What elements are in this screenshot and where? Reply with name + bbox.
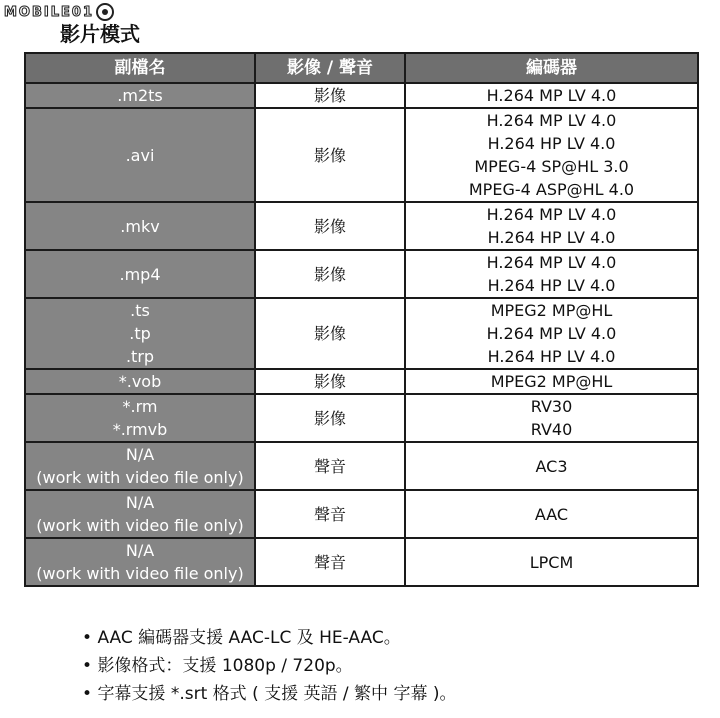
extension-cell <box>25 538 255 586</box>
codec-text: H.264 HP LV 4.0 <box>487 134 616 153</box>
note-item: • 影像格式：支援 1080p / 720p。 <box>82 652 456 680</box>
codec-text: H.264 MP LV 4.0 <box>486 86 617 105</box>
notes-list <box>82 624 456 708</box>
codec-text: RV40 <box>530 420 573 439</box>
extension-cell <box>25 250 255 298</box>
extension-text: N/A <box>125 493 155 512</box>
video-format-table <box>24 52 699 587</box>
note-item: • AAC 編碼器支援 AAC-LC 及 HE-AAC。 <box>82 624 456 652</box>
codec-cell <box>405 369 698 394</box>
extension-text: .trp <box>125 347 155 366</box>
table-row <box>25 298 698 369</box>
type-cell: 影像 <box>255 394 405 442</box>
table-row <box>25 369 698 394</box>
extension-cell <box>25 83 255 108</box>
extension-text: *.vob <box>118 372 162 391</box>
extension-text: .ts <box>130 301 150 320</box>
codec-text: MPEG-4 ASP@HL 4.0 <box>468 180 635 199</box>
extension-cell <box>25 369 255 394</box>
codec-text: H.264 HP LV 4.0 <box>487 347 616 366</box>
table-header-row <box>25 53 698 83</box>
logo-text: MOBILE01 <box>4 4 94 20</box>
type-cell: 影像 <box>255 83 405 108</box>
header-type: 影像 / 聲音 <box>255 53 405 83</box>
extension-text: N/A <box>125 541 155 560</box>
type-cell: 影像 <box>255 108 405 202</box>
codec-cell <box>405 83 698 108</box>
codec-cell <box>405 250 698 298</box>
extension-text: (work with video file only) <box>36 468 244 487</box>
codec-text: H.264 MP LV 4.0 <box>486 253 617 272</box>
codec-text: AAC <box>534 504 569 524</box>
type-cell: 聲音 <box>255 538 405 586</box>
codec-cell <box>405 298 698 369</box>
extension-cell <box>25 394 255 442</box>
extension-text: (work with video file only) <box>36 516 244 535</box>
codec-cell <box>405 394 698 442</box>
codec-text: MPEG2 MP@HL <box>490 301 613 320</box>
type-cell: 影像 <box>255 250 405 298</box>
header-codec: 編碼器 <box>405 53 698 83</box>
codec-text: H.264 MP LV 4.0 <box>486 205 617 224</box>
codec-cell <box>405 202 698 250</box>
codec-text: AC3 <box>535 456 568 476</box>
note-item: • 字幕支援 *.srt 格式 ( 支援 英語 / 繁中 字幕 )。 <box>82 680 456 708</box>
codec-text: H.264 MP LV 4.0 <box>486 324 617 343</box>
codec-text: MPEG2 MP@HL <box>490 372 613 391</box>
type-cell: 聲音 <box>255 490 405 538</box>
table-row <box>25 202 698 250</box>
extension-cell <box>25 490 255 538</box>
type-cell: 影像 <box>255 202 405 250</box>
extension-cell <box>25 442 255 490</box>
extension-text: .mp4 <box>119 264 161 284</box>
table-row <box>25 394 698 442</box>
extension-text: .avi <box>125 145 155 165</box>
codec-text: MPEG-4 SP@HL 3.0 <box>474 157 629 176</box>
extension-cell <box>25 298 255 369</box>
codec-cell <box>405 442 698 490</box>
extension-cell <box>25 108 255 202</box>
codec-cell <box>405 108 698 202</box>
type-cell: 影像 <box>255 369 405 394</box>
extension-text: *.rm <box>122 397 158 416</box>
header-extension: 副檔名 <box>25 53 255 83</box>
table-row <box>25 108 698 202</box>
type-cell: 聲音 <box>255 442 405 490</box>
codec-text: RV30 <box>530 397 573 416</box>
extension-text: .m2ts <box>117 86 163 105</box>
table-row <box>25 442 698 490</box>
codec-text: H.264 MP LV 4.0 <box>486 111 617 130</box>
type-cell: 影像 <box>255 298 405 369</box>
extension-text: .mkv <box>120 216 160 236</box>
table-row <box>25 83 698 108</box>
extension-text: N/A <box>125 445 155 464</box>
extension-text: (work with video file only) <box>36 564 244 583</box>
table-row <box>25 538 698 586</box>
page-title: 影片模式 <box>60 22 140 46</box>
extension-cell <box>25 202 255 250</box>
codec-cell <box>405 490 698 538</box>
codec-text: H.264 HP LV 4.0 <box>487 228 616 247</box>
codec-text: LPCM <box>529 552 574 572</box>
extension-text: .tp <box>129 324 151 343</box>
table-row <box>25 490 698 538</box>
extension-text: *.rmvb <box>112 420 168 439</box>
codec-text: H.264 HP LV 4.0 <box>487 276 616 295</box>
table-row <box>25 250 698 298</box>
codec-cell <box>405 538 698 586</box>
